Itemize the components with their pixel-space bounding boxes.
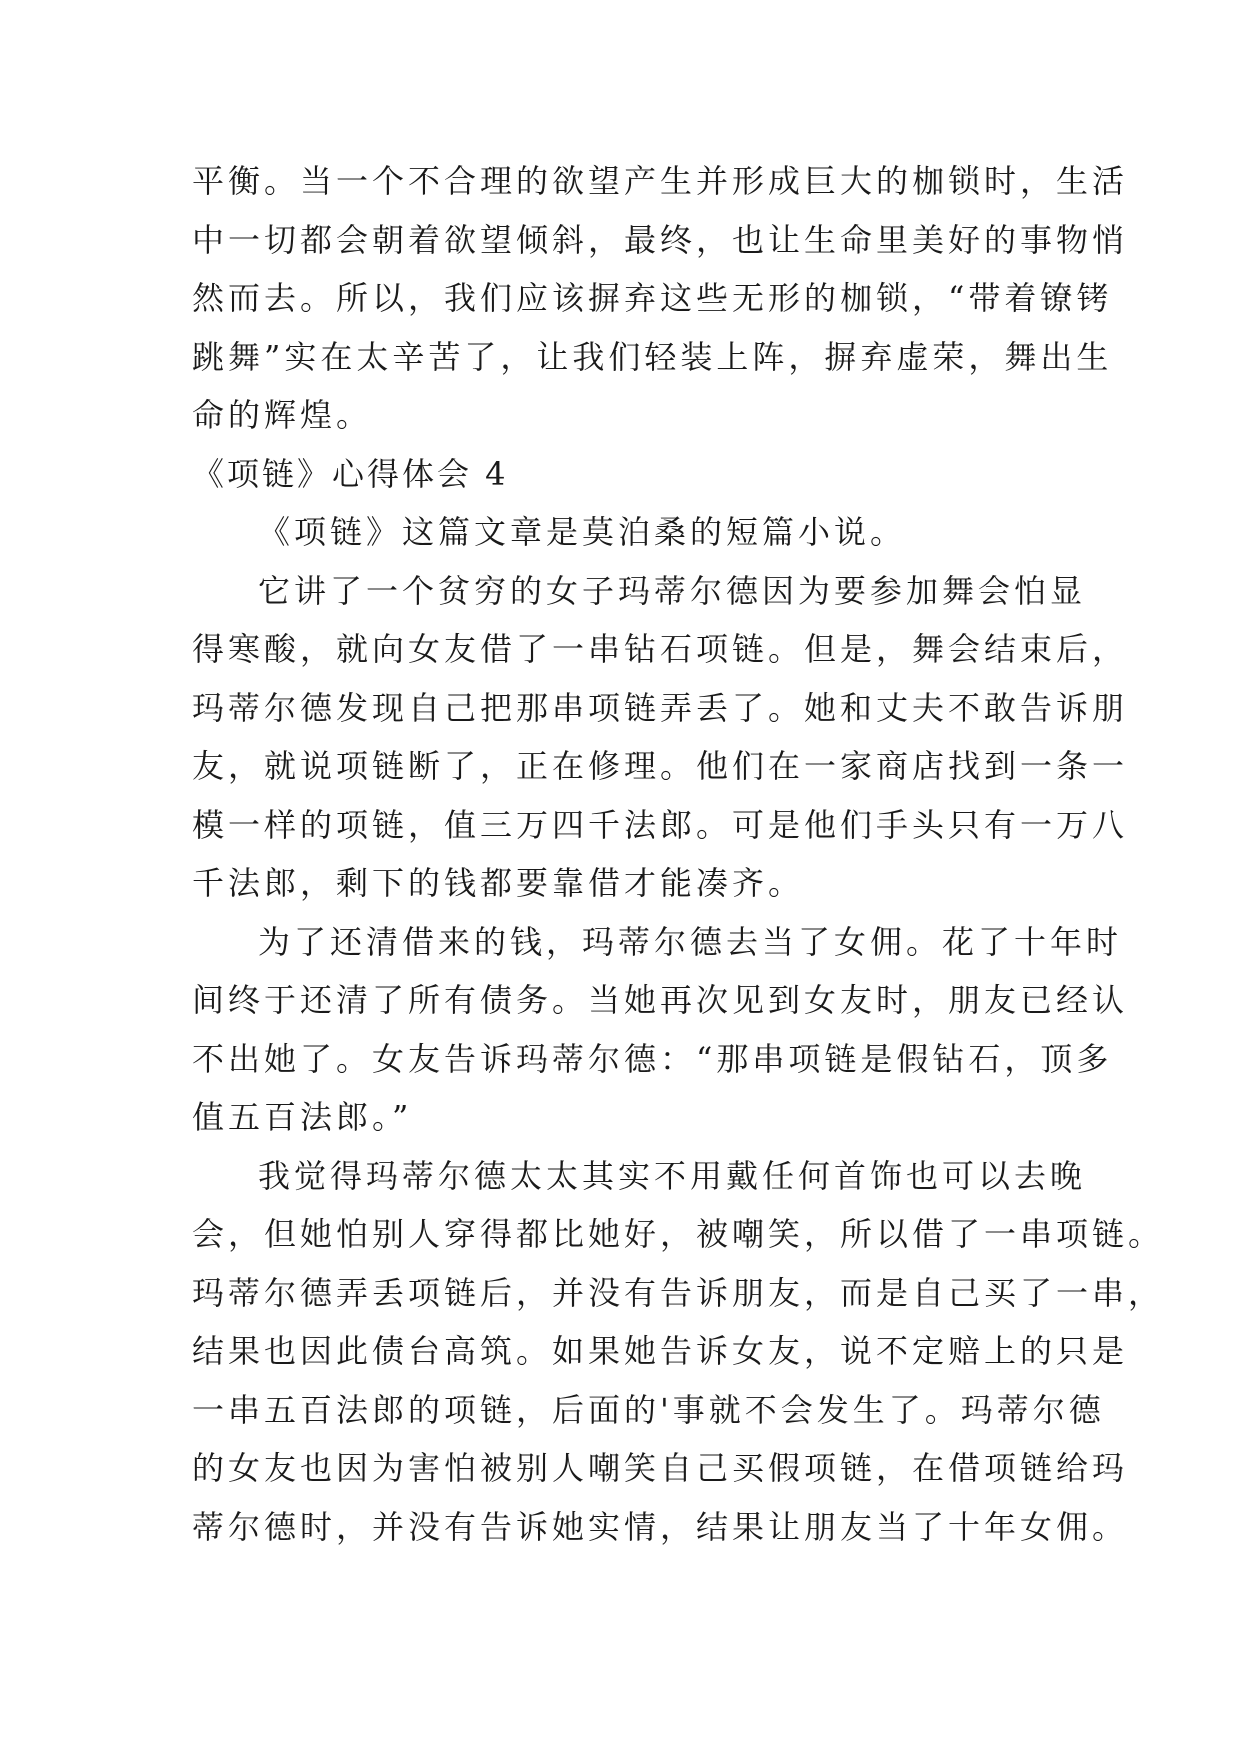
document-body xyxy=(192,152,1165,1556)
text-line: 不出她了。女友告诉玛蒂尔德：“那串项链是假钻石，顶多 xyxy=(192,1039,1113,1078)
paragraph-intro xyxy=(192,503,1072,562)
text-line: 会，但她怕别人穿得都比她好，被嘲笑，所以借了一串项链。 xyxy=(192,1215,1165,1253)
text-line: 然而去。所以，我们应该摒弃这些无形的枷锁，“带着镣铐 xyxy=(192,279,1113,317)
section-title: 《项链》心得体会 4 xyxy=(192,454,509,493)
text-line: 蒂尔德时，并没有告诉她实情，结果让朋友当了十年女佣。 xyxy=(192,1507,1129,1546)
text-line: 千法郎，剩下的钱都要靠借才能凑齐。 xyxy=(192,864,805,902)
text-line: 我觉得玛蒂尔德太太其实不用戴任何首饰也可以去晚 xyxy=(258,1156,1087,1195)
text-line: 的女友也因为害怕被别人嘲笑自己买假项链，在借项链给玛 xyxy=(192,1449,1129,1487)
text-line: 模一样的项链，值三万四千法郎。可是他们手头只有一万八 xyxy=(192,805,1129,844)
text-line: 值五百法郎。” xyxy=(192,1098,413,1136)
paragraph-ending xyxy=(192,913,1129,1147)
text-line: 平衡。当一个不合理的欲望产生并形成巨大的枷锁时，生活 xyxy=(192,162,1129,200)
text-line: 为了还清借来的钱，玛蒂尔德去当了女佣。花了十年时 xyxy=(258,922,1123,961)
text-line: 中一切都会朝着欲望倾斜，最终，也让生命里美好的事物悄 xyxy=(192,220,1129,259)
text-line: 命的辉煌。 xyxy=(192,396,373,434)
text-line: 玛蒂尔德弄丢项链后，并没有告诉朋友，而是自己买了一串， xyxy=(192,1273,1165,1312)
text-line: 《项链》这篇文章是莫泊桑的短篇小说。 xyxy=(258,513,907,551)
text-line: 友，就说项链断了，正在修理。他们在一家商店找到一条一 xyxy=(192,747,1129,785)
text-line: 一串五百法郎的项链，后面的'事就不会发生了。玛蒂尔德 xyxy=(192,1390,1105,1429)
paragraph-story xyxy=(192,562,1129,913)
continuation-paragraph xyxy=(192,152,1129,445)
text-line: 跳舞”实在太辛苦了，让我们轻装上阵，摒弃虚荣，舞出生 xyxy=(192,337,1113,376)
text-line: 得寒酸，就向女友借了一串钻石项链。但是，舞会结束后， xyxy=(192,630,1129,668)
text-line: 它讲了一个贫穷的女子玛蒂尔德因为要参加舞会怕显 xyxy=(258,571,1087,610)
paragraph-reflection xyxy=(192,1147,1165,1557)
text-line: 玛蒂尔德发现自己把那串项链弄丢了。她和丈夫不敢告诉朋 xyxy=(192,688,1129,727)
text-line: 结果也因此债台高筑。如果她告诉女友，说不定赔上的只是 xyxy=(192,1332,1129,1370)
text-line: 间终于还清了所有债务。当她再次见到女友时，朋友已经认 xyxy=(192,981,1129,1019)
